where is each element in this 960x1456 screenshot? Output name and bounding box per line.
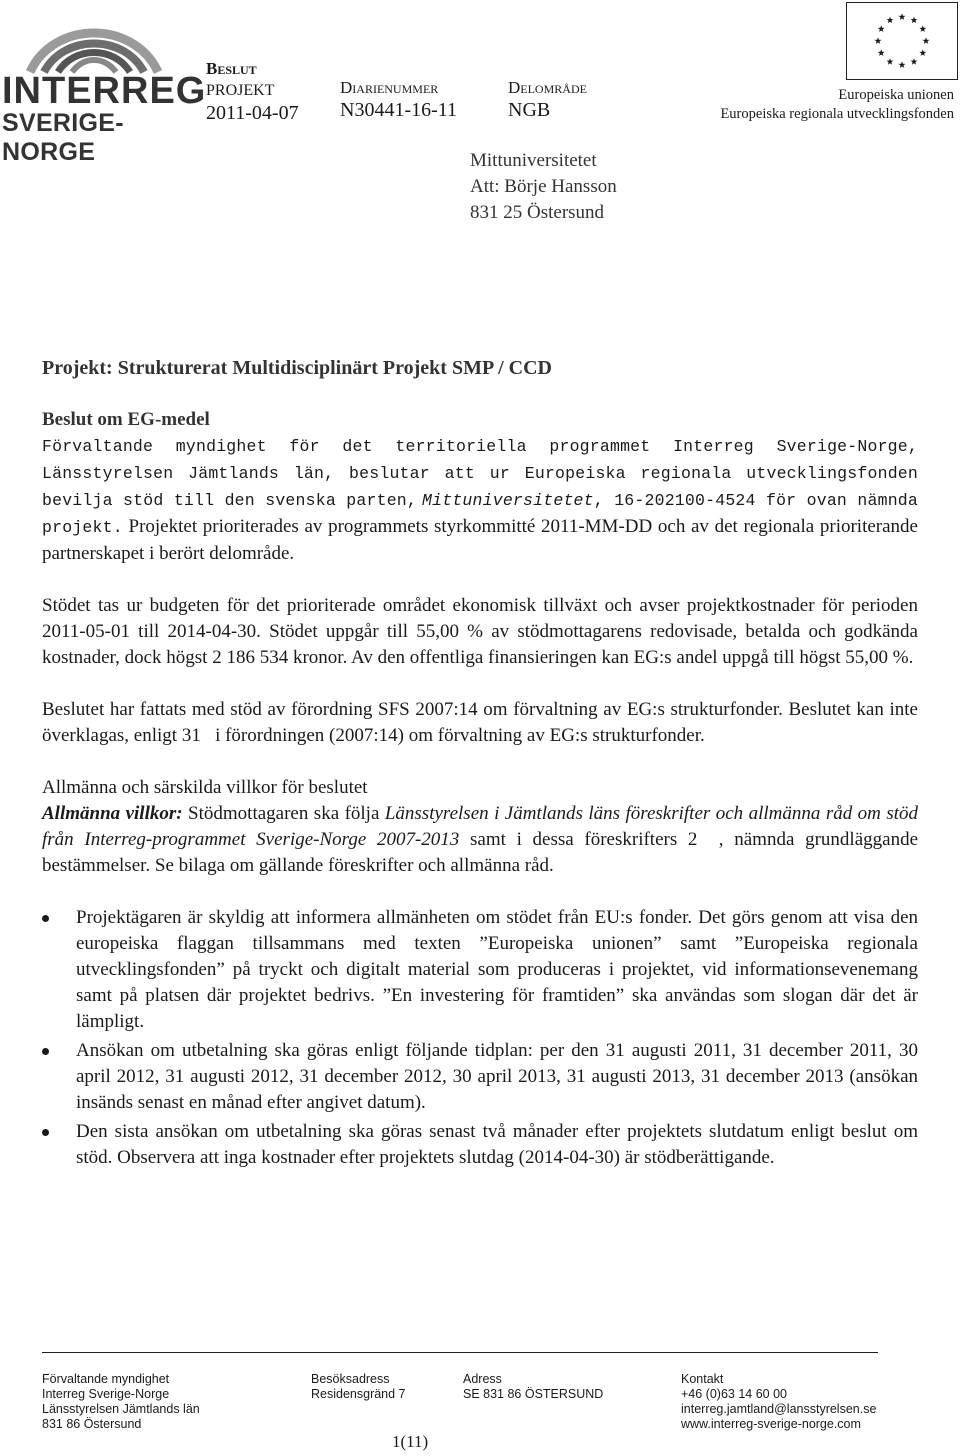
project-title: Projekt: Strukturerat Multidisciplinärt Projekt SMP / CCD: [42, 357, 552, 379]
eu-star-icon: [899, 13, 906, 20]
list-item-text: Den sista ansökan om utbetalning ska göras senast två månader efter projektets slutdatum enligt beslut om stöd. Observera att inga kostnader efter projektets slutdag (2014-04-30) är stödberättigande.: [76, 1121, 918, 1168]
bullet-icon: [42, 1048, 49, 1055]
section-heading-eg-medel: Beslut om EG-medel: [42, 409, 210, 430]
footer-postal-heading: Adress: [463, 1372, 502, 1386]
bullet-icon: [42, 1129, 49, 1136]
interreg-logo-arch-icon: [24, 14, 164, 74]
eu-star-icon: [911, 58, 918, 65]
eu-star-icon: [919, 49, 926, 56]
paragraph-legal-basis: Beslutet har fattats med stöd av förordning SFS 2007:14 om förvaltning av EG:s strukturfonder. Beslutet kan inte överklagas, enligt 31 i förordningen (2007:14) om förvaltning av EG:s strukturfonder.: [42, 699, 918, 746]
conditions-list: [42, 905, 918, 1171]
diarienummer-label: Diarienummer: [340, 78, 439, 97]
document-type-block: [206, 58, 299, 124]
recipient-address: [470, 148, 617, 226]
list-item: [42, 1119, 918, 1171]
footer-authority-line: Länsstyrelsen Jämtlands län: [42, 1402, 200, 1416]
eu-star-icon: [887, 17, 894, 24]
delomrade-block: [508, 77, 587, 121]
footer-postal-line: SE 831 86 ÖSTERSUND: [463, 1387, 604, 1401]
eu-star-icon: [878, 49, 885, 56]
list-item-text: Projektägaren är skyldig att informera allmänheten om stödet från EU:s fonder. Det görs genom att visa den europeiska flaggan tillsammans med texten ”Europeiska unionen” samt ”Europeiska regionala utvecklingsfonden” på tryckt och digitalt material som produceras i projektet, vid informationsevenemang samt på platsen där projektet bedrivs. ”En investering för framtiden” ska användas som slogan där det är lämpligt.: [76, 907, 918, 1032]
footer-authority-heading: Förvaltande myndighet: [42, 1372, 170, 1386]
footer-phone: +46 (0)63 14 60 00: [681, 1387, 787, 1401]
footer-website: www.interreg-sverige-norge.com: [681, 1417, 861, 1431]
eu-star-icon: [923, 37, 930, 44]
footer-contact-heading: Kontakt: [681, 1372, 724, 1386]
eu-star-icon: [899, 61, 906, 68]
list-item: [42, 905, 918, 1035]
recipient-city: 831 25 Östersund: [470, 202, 605, 223]
list-item: [42, 1038, 918, 1116]
footer-authority: [42, 1372, 200, 1432]
eu-star-icon: [887, 58, 894, 65]
general-conditions-label: Allmänna villkor:: [42, 803, 183, 824]
regulation-reference: Länsstyrelsen i Jämtlands läns föreskrifter och allmänna råd om stöd från Interreg-programmet Sverige-Norge 2007-2013: [42, 803, 918, 850]
beneficiary-name: Mittuniversitetet: [422, 491, 594, 510]
bullet-icon: [42, 915, 49, 922]
decision-body: [42, 355, 918, 1171]
decision-text-part3: Projektet prioriterades av programmets styrkommitté 2011-MM-DD och av det regionala prioriterande partnerskapet i berört delområde.: [42, 516, 918, 564]
footer-visiting-heading: Besöksadress: [311, 1372, 390, 1386]
eu-caption-line1: Europeiska unionen: [838, 87, 954, 103]
footer-contact: [681, 1372, 876, 1432]
delomrade-label: Delområde: [508, 78, 587, 97]
decision-text-part2: , 16-202100-4524 för ovan nämnda projekt.: [42, 491, 918, 537]
footer-postal-address: [463, 1372, 603, 1402]
recipient-org: Mittuniversitetet: [470, 150, 597, 171]
footer-divider: [42, 1352, 878, 1353]
diarienummer-value: N30441-16-11: [340, 99, 458, 121]
general-conditions-text-b: samt i dessa föreskrifters 2 , nämnda grundläggande bestämmelser. Se bilaga om gällande föreskrifter och allmänna råd.: [42, 829, 918, 876]
document-type-label: Beslut: [206, 59, 257, 78]
eu-caption-line2: Europeiska regionala utvecklingsfonden: [720, 106, 954, 122]
eu-star-icon: [911, 17, 918, 24]
eu-star-icon: [878, 25, 885, 32]
eu-flag-icon: [846, 2, 958, 80]
footer-visiting-address: [311, 1372, 406, 1402]
general-conditions-text-a: Stödmottagaren ska följa: [182, 803, 385, 824]
document-subtype: PROJEKT: [206, 82, 275, 99]
paragraph-decision: [42, 433, 918, 567]
section-heading-conditions: Allmänna och särskilda villkor för beslutet: [42, 777, 368, 798]
page-number: 1(11): [392, 1432, 429, 1451]
logo-wordmark-region: SVERIGE-NORGE: [2, 109, 124, 166]
eu-fund-caption: [720, 86, 954, 124]
footer-authority-line: 831 86 Östersund: [42, 1417, 142, 1431]
recipient-att: Att: Börje Hansson: [470, 176, 617, 197]
footer-authority-line: Interreg Sverige-Norge: [42, 1387, 170, 1401]
diarienummer-block: [340, 77, 457, 121]
eu-star-icon: [875, 37, 882, 44]
delomrade-value: NGB: [508, 99, 551, 121]
paragraph-general-conditions: [42, 801, 918, 879]
document-date: 2011-04-07: [206, 102, 299, 124]
interreg-logo: [0, 14, 207, 166]
eu-star-icon: [919, 25, 926, 32]
list-item-text: Ansökan om utbetalning ska göras enligt följande tidplan: per den 31 augusti 2011, 31 december 2011, 30 april 2012, 31 augusti 2012, 31 december 2012, 30 april 2013, 31 augusti 2013, 31 december 2013 (ansökan insänds senast en månad efter angivet datum).: [76, 1040, 918, 1113]
footer-email: interreg.jamtland@lansstyrelsen.se: [681, 1402, 877, 1416]
footer-visiting-line: Residensgränd 7: [311, 1387, 406, 1401]
decision-text-part1: Förvaltande myndighet för det territoriella programmet Interreg Sverige-Norge, Länsstyrelsen Jämtlands län, beslutar att ur Europeiska regionala utvecklingsfonden bevilja stöd till den svenska parten,: [42, 437, 918, 510]
logo-wordmark-interreg: INTERREG: [2, 70, 207, 112]
paragraph-funding: Stödet tas ur budgeten för det prioriterade området ekonomisk tillväxt och avser projektkostnader för perioden 2011-05-01 till 2014-04-30. Stödet uppgår till 55,00 % av stödmottagarens redovisade, betalda och godkända kostnader, dock högst 2 186 534 kronor. Av den offentliga finansieringen kan EG:s andel uppgå till högst 55,00 %.: [42, 595, 918, 668]
